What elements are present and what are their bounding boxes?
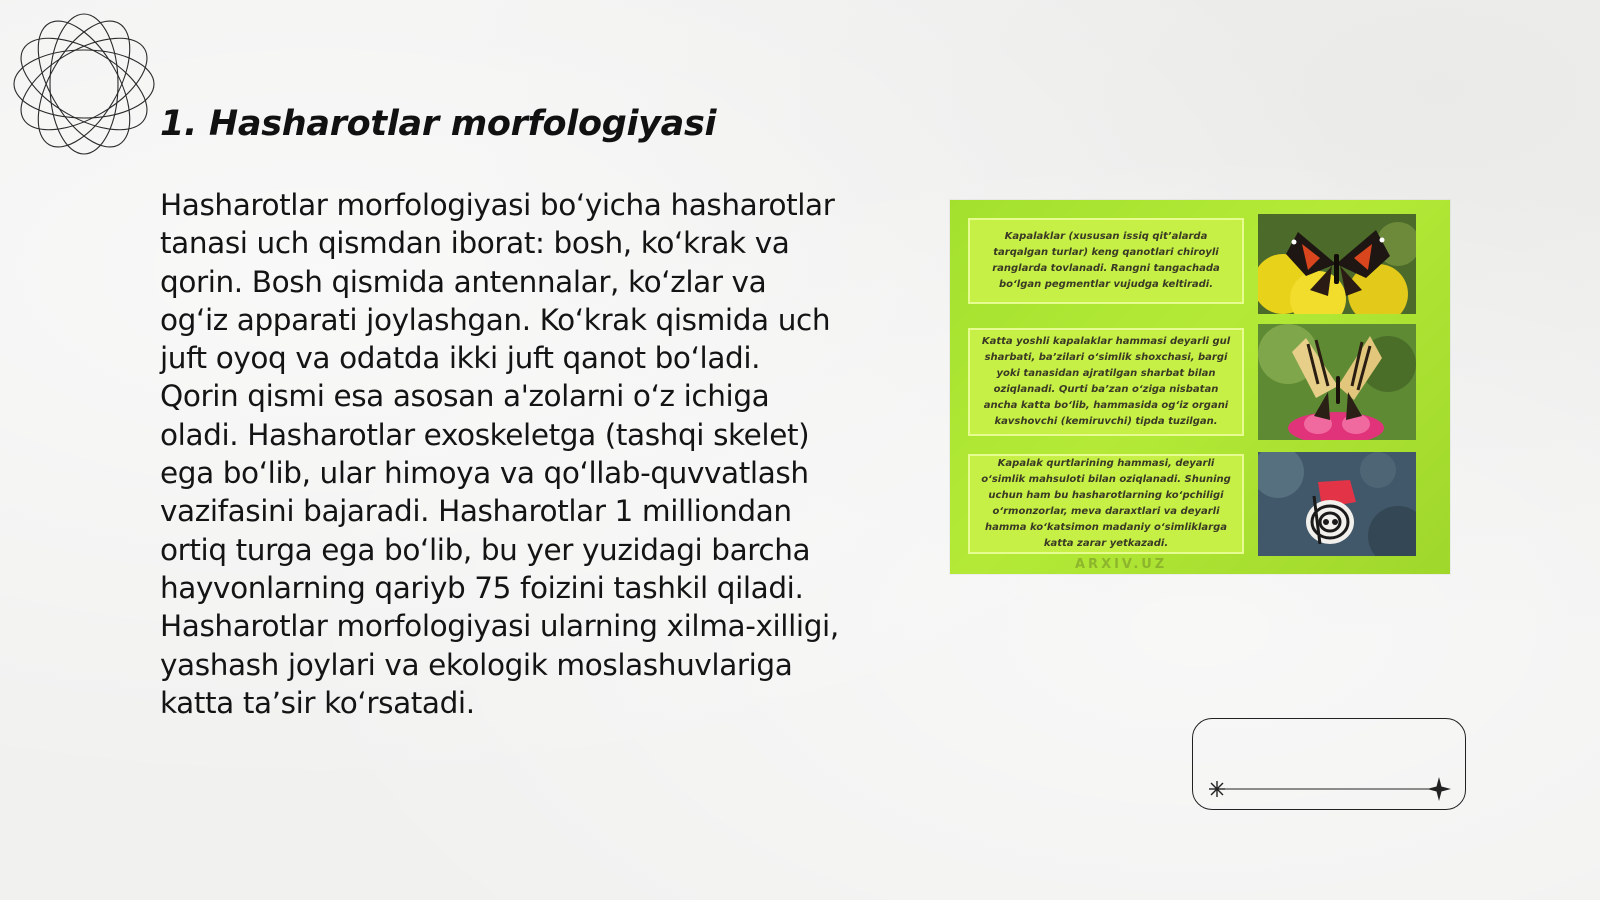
infographic-text-panel: Kapalaklar (xususan issiq qit’alarda tarqalgan turlar) keng qanotlari chiroyli ranglarda tovlanadi. Rangni tangachada bo‘lgan pegmentlar vujudga keltiradi.	[968, 218, 1244, 304]
decorative-callout-box	[1192, 718, 1466, 810]
infographic-text-panel: Kapalak qurtlarining hammasi, deyarli o‘simlik mahsuloti bilan oziqlanadi. Shuning uchun ham bu hasharotlarning ko‘pchiligi o‘rmonzorlar, meva daraxtlari va deyarli hamma ko‘katsimon madaniy o‘simliklarga katta zarar yetkazadi.	[968, 454, 1244, 554]
infographic-row-2	[968, 324, 1434, 440]
eighty-eight-butterfly-photo	[1258, 452, 1416, 556]
watermark-text: ARXIV.UZ	[1075, 557, 1168, 572]
infographic-row-1	[968, 214, 1434, 306]
slide-title: 1. Hasharotlar morfologiyasi	[160, 104, 717, 144]
infographic-row-3	[968, 452, 1434, 558]
slide-body-text: Hasharotlar morfologiyasi bo‘yicha hasharotlar tanasi uch qismdan iborat: bosh, ko‘krak va qorin. Bosh qismida antennalar, ko‘zlar va og‘iz apparati joylashgan. Ko‘krak qismida uch juft oyoq va odatda ikki juft qanot bo‘ladi. Qorin qismi esa asosan a'zolarni o‘z ichiga oladi. Hasharotlar exoskeletga (tashqi skelet) ega bo‘lib, ular himoya va qo‘llab-quvvatlash vazifasini bajaradi. Hasharotlar 1 milliondan ortiq turga ega bo‘lib, bu yer yuzidagi barcha hayvonlarning qariyb 75 foizini tashkil qiladi. Hasharotlar morfologiyasi ularning xilma-xilligi, yashash joylari va ekologik moslashuvlariga katta ta’sir ko‘rsatadi.	[160, 188, 839, 720]
red-admiral-butterfly-photo	[1258, 214, 1416, 314]
star-line-icon	[1193, 719, 1467, 811]
swallowtail-butterfly-photo	[1258, 324, 1416, 440]
butterfly-infographic	[950, 200, 1450, 574]
circular-ornament-icon	[10, 10, 158, 158]
infographic-text-panel: Katta yoshli kapalaklar hammasi deyarli gul sharbati, ba’zilari o‘simlik shoxchasi, bargi yoki tanasidan ajratilgan sharbat bilan oziqlanadi. Qurti ba’zan o‘ziga nisbatan ancha katta bo‘lib, hammasida og‘iz organi kavshovchi (kemiruvchi) tipda tuzilgan.	[968, 328, 1244, 436]
